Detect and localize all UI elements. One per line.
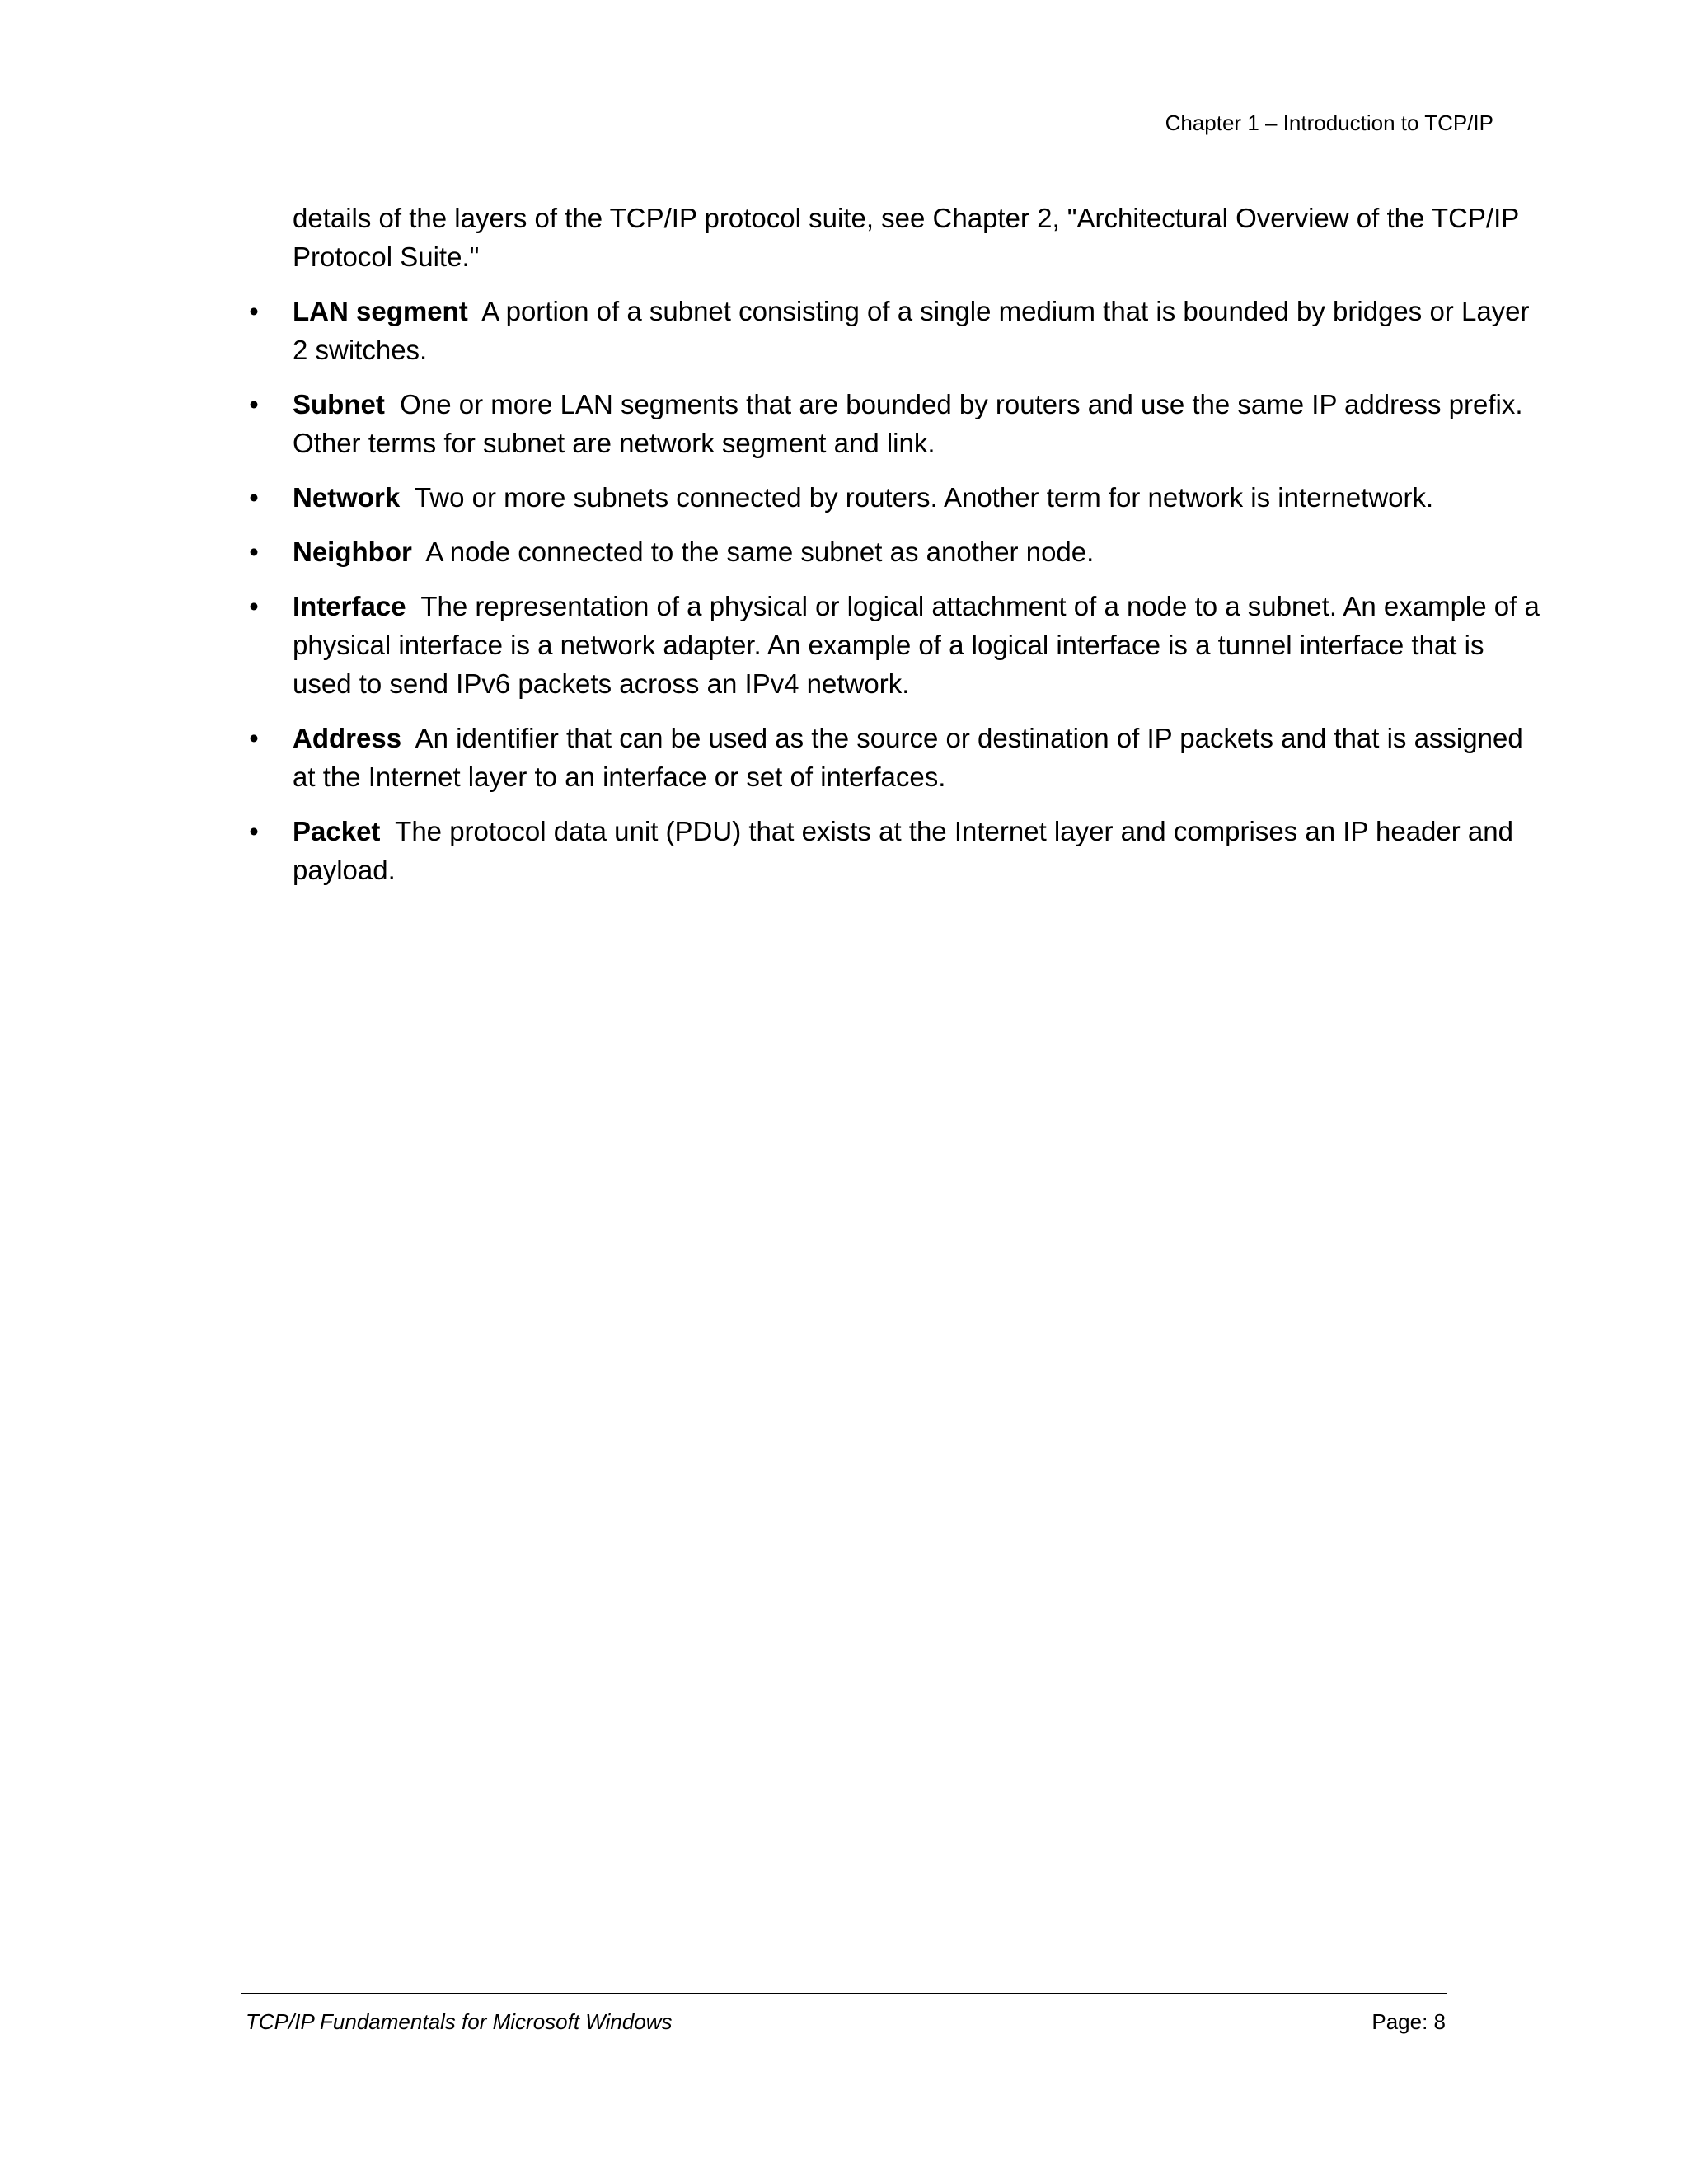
footer-book-title: TCP/IP Fundamentals for Microsoft Windows [246, 2009, 673, 2034]
glossary-item-interface [249, 587, 1545, 703]
glossary-item-neighbor [249, 532, 1545, 571]
footer-divider [241, 1993, 1447, 1994]
glossary-item-network [249, 478, 1545, 517]
glossary-term: Address [293, 723, 402, 753]
glossary-definition: The protocol data unit (PDU) that exists at the Internet layer and comprises an IP header and payload. [293, 816, 1513, 885]
glossary-term: LAN segment [293, 296, 468, 326]
glossary-definition: An identifier that can be used as the source or destination of IP packets and that is assigned at the Internet layer to an interface or set of interfaces. [293, 723, 1523, 792]
glossary-definition: One or more LAN segments that are bounded by routers and use the same IP address prefix. Other terms for subnet are network segment and link. [293, 389, 1523, 458]
glossary-term: Network [293, 482, 401, 513]
glossary-list [249, 292, 1545, 889]
bullet-icon: • [249, 389, 259, 419]
glossary-definition: Two or more subnets connected by routers. Another term for network is internetwork. [414, 482, 1434, 513]
footer-page-number: Page: 8 [1372, 2009, 1446, 2034]
bullet-icon: • [249, 537, 259, 567]
glossary-definition: A node connected to the same subnet as another node. [425, 537, 1095, 567]
glossary-term: Packet [293, 816, 381, 846]
bullet-icon: • [249, 723, 259, 753]
bullet-icon: • [249, 482, 259, 513]
bullet-icon: • [249, 296, 259, 326]
glossary-term: Subnet [293, 389, 385, 419]
glossary-definition: The representation of a physical or logical attachment of a node to a subnet. An example of a physical interface is a network adapter. An example of a logical interface is a tunnel interface that is used to send IPv6 packets across an IPv4 network. [293, 591, 1540, 699]
glossary-item-lan-segment [249, 292, 1545, 369]
glossary-item-packet [249, 812, 1545, 889]
glossary-item-subnet [249, 385, 1545, 462]
body-text [249, 199, 1545, 905]
bullet-icon: • [249, 591, 259, 621]
glossary-term: Neighbor [293, 537, 412, 567]
glossary-definition: A portion of a subnet consisting of a single medium that is bounded by bridges or Layer 2 switches. [293, 296, 1530, 365]
continuation-paragraph: details of the layers of the TCP/IP protocol suite, see Chapter 2, "Architectural Overview of the TCP/IP Protocol Suite." [293, 203, 1519, 272]
running-header: Chapter 1 – Introduction to TCP/IP [1165, 110, 1493, 135]
bullet-icon: • [249, 816, 259, 846]
glossary-item-address [249, 719, 1545, 796]
glossary-term: Interface [293, 591, 406, 621]
